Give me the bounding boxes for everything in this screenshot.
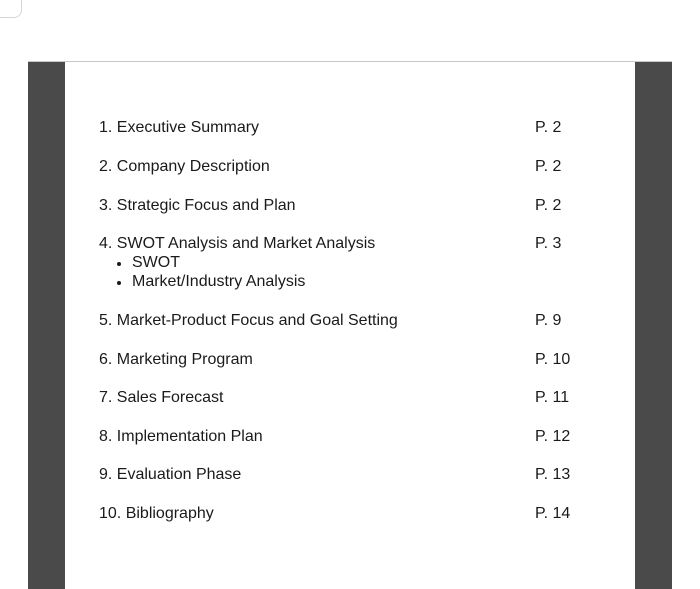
toc-entry-title: 4. SWOT Analysis and Market Analysis — [99, 235, 376, 252]
toc-entry-title: 3. Strategic Focus and Plan — [99, 197, 296, 214]
toc-entry-title: 2. Company Description — [99, 158, 270, 175]
toc-subitem — [99, 253, 305, 272]
toc-entry-page: P. 2 — [535, 119, 562, 136]
toc-entry-page: P. 3 — [535, 235, 562, 252]
toc-entry-page: P. 2 — [535, 197, 562, 214]
toc-entry-title: 1. Executive Summary — [99, 119, 260, 136]
toc-entry-page: P. 10 — [535, 351, 571, 368]
toc-subitem-label: SWOT — [132, 254, 180, 271]
toc-entry-title: 8. Implementation Plan — [99, 428, 263, 445]
toc-entry-page: P. 9 — [535, 312, 562, 329]
bullet-icon — [117, 281, 121, 285]
toc-entry-title: 6. Marketing Program — [99, 351, 253, 368]
toc-entry-page: P. 12 — [535, 428, 571, 445]
right-page-margin — [635, 62, 672, 589]
toc-entry-page: P. 14 — [535, 505, 571, 522]
toc-entry-title: 9. Evaluation Phase — [99, 466, 242, 483]
toc-entry-page: P. 2 — [535, 158, 562, 175]
corner-tab — [0, 0, 22, 18]
toc-subitem — [99, 272, 305, 291]
toc-entry-title: 7. Sales Forecast — [99, 389, 224, 406]
bullet-icon — [117, 262, 121, 266]
toc-entry-page: P. 11 — [535, 389, 570, 406]
toc-entry-page: P. 13 — [535, 466, 571, 483]
left-page-margin — [28, 62, 65, 589]
table-of-contents-page — [65, 62, 635, 589]
toc-subitem-list — [99, 253, 305, 291]
toc-subitem-label: Market/Industry Analysis — [132, 273, 306, 290]
toc-entry-title: 10. Bibliography — [99, 505, 214, 522]
toc-entry-title: 5. Market-Product Focus and Goal Setting — [99, 312, 398, 329]
